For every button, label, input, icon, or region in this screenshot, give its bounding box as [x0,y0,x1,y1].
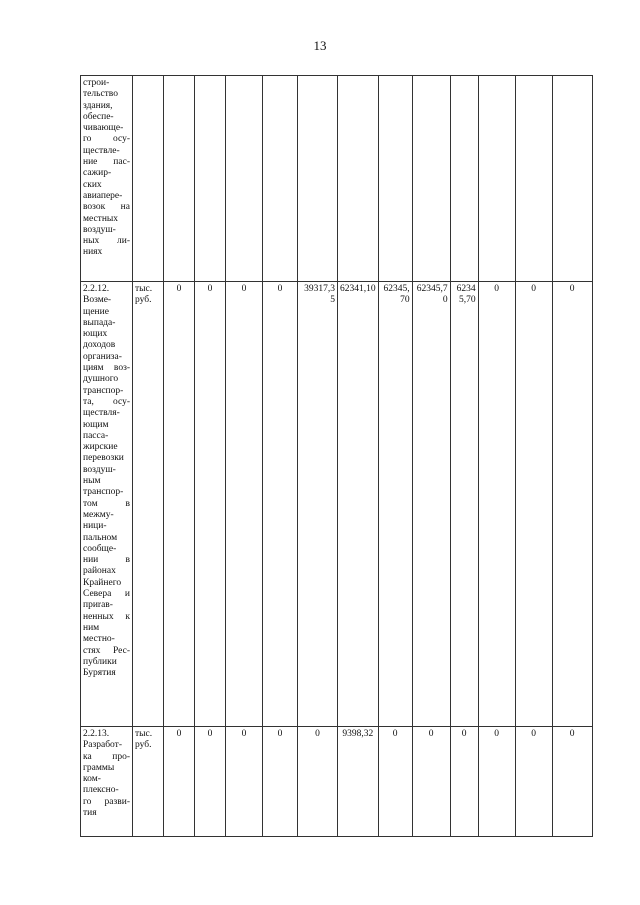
indicator-name-line: ным [83,476,101,487]
indicator-name-line: транспор- [83,487,124,498]
indicator-name-line: ним [83,622,100,633]
indicator-name-line: местных [83,213,119,224]
value-cell [298,727,338,837]
value-cell [378,727,412,837]
value-text: 0 [392,729,398,739]
indicator-name-line: строи- [83,78,110,88]
indicator-name-line: ком- [83,774,101,785]
indicator-name-line: нии в [83,555,130,566]
unit-line: руб. [135,740,152,751]
indicator-name-line: перевозки [83,453,124,464]
indicator-name-line: ющих [83,329,108,340]
value-text: 62341,10 [340,284,376,294]
indicator-name-line: го осу- [83,134,130,145]
value-text: 62345, [383,284,410,294]
value-text: 0 [277,284,283,294]
value-cell [195,727,226,837]
value-text: 0 [461,729,467,739]
indicator-name-line: тия [83,808,97,819]
indicator-name-line: авиапере- [83,190,123,201]
indicator-name-cell [81,76,133,282]
table-row [81,282,593,727]
indicator-name-line: публики [83,656,117,667]
table-row [81,76,593,282]
value-cell [195,76,226,282]
value-cell [478,727,515,837]
value-cell [164,76,195,282]
indicator-name-line: ществле- [83,145,120,156]
value-cell [478,282,515,727]
indicator-name-line: местно- [83,634,115,645]
value-text: 0 [176,284,182,294]
indicator-name-line: воздуш- [83,464,116,475]
value-cell [450,727,478,837]
indicator-name-line: организа- [83,351,122,362]
indicator-name-line: ка про- [83,751,130,762]
table-row [81,727,593,837]
value-text: 0 [207,729,213,739]
unit-cell [133,727,164,837]
indicator-name-line: щение [83,306,109,317]
indicator-name-line: ных ли- [83,236,130,247]
indicator-name-line: Бурятия [83,668,116,679]
indicator-name-line: ници- [83,521,107,532]
indicator-name-line: сажир- [83,168,112,179]
value-cell [338,282,379,727]
value-text: 70 [400,295,410,306]
indicator-name-line: ских [83,179,102,190]
indicator-name-line: обеспе- [83,111,114,122]
value-text: 9398,32 [342,729,374,739]
value-cell [226,282,263,727]
value-cell [515,727,552,837]
indicator-name-line: та, осу- [83,396,130,407]
value-text: 0 [494,284,499,294]
indicator-name-line: тельство [83,89,118,100]
value-cell [298,282,338,727]
indicator-name-line: жирские [83,442,118,453]
unit-line: тыс. [135,284,153,294]
value-text: 0 [315,729,320,739]
value-text: 0 [531,729,536,739]
value-cell [450,76,478,282]
value-cell [552,76,592,282]
indicator-name-line: сообще- [83,543,117,554]
indicator-name-line: ющим [83,419,109,430]
indicator-name-line: возок на [83,202,130,213]
indicator-name-line: том в [83,498,130,509]
value-cell [412,727,450,837]
value-text: 0 [277,729,283,739]
value-text: 0 [428,729,434,739]
indicator-name-line: циям воз- [83,363,130,374]
value-cell [263,76,298,282]
indicator-name-cell [81,282,133,727]
indicator-name-line: ние пас- [83,157,130,168]
indicator-name-line: стях Рес- [83,645,130,656]
unit-cell [133,282,164,727]
page-number: 13 [313,38,327,53]
indicator-name-line: Севера и [83,589,130,600]
value-cell [195,282,226,727]
value-text: 0 [531,284,536,294]
indicator-name-cell [81,727,133,837]
value-cell [378,76,412,282]
value-cell [552,282,592,727]
value-text: 0 [207,284,213,294]
budget-table [80,75,593,837]
value-text: 0 [176,729,182,739]
value-text: 0 [569,729,575,739]
indicator-name-line: го разви- [83,796,130,807]
indicator-name-line: межму- [83,509,114,520]
value-text: 0 [241,729,247,739]
value-cell [263,727,298,837]
indicator-name-line: Разработ- [83,740,122,751]
unit-cell [133,76,164,282]
unit-line: тыс. [135,729,153,739]
indicator-name-line: плексно- [83,785,119,796]
unit-line: руб. [135,295,152,306]
value-cell [338,76,379,282]
indicator-name-line: Возме- [83,295,112,306]
indicator-name-line: здания, [83,100,113,111]
indicator-name-line: районах [83,566,116,577]
indicator-name-line: доходов [83,340,116,351]
value-cell [226,727,263,837]
value-cell [164,282,195,727]
value-cell [164,727,195,837]
indicator-name-line: чивающе- [83,123,124,134]
value-text: 39317,3 [304,284,335,294]
value-cell [450,282,478,727]
indicator-name-line: транспор- [83,385,124,396]
value-cell [515,282,552,727]
indicator-name-line: приrав- [83,600,113,611]
value-cell [226,76,263,282]
value-cell [338,727,379,837]
value-text: 0 [442,295,448,306]
value-text: 6234 [456,284,476,294]
value-cell [412,282,450,727]
indicator-name-line: ненных к [83,611,130,622]
value-text: 0 [241,284,247,294]
value-cell [478,76,515,282]
value-cell [378,282,412,727]
value-text: 5,70 [459,295,476,306]
indicator-name-line: пальном [83,532,118,543]
value-cell [515,76,552,282]
value-cell [412,76,450,282]
value-cell [263,282,298,727]
indicator-name-line: 2.2.12. [83,284,110,294]
indicator-name-line: ществля- [83,408,120,419]
indicator-name-line: душного [83,374,119,385]
value-cell [552,727,592,837]
value-text: 0 [494,729,499,739]
value-cell [298,76,338,282]
indicator-name-line: воздуш- [83,224,116,235]
value-text: 5 [330,295,335,306]
indicator-name-line: граммы [83,762,115,773]
value-text: 0 [569,284,575,294]
value-text: 62345,7 [416,284,448,294]
indicator-name-line: ниях [83,247,103,258]
indicator-name-line: Крайнего [83,577,122,588]
indicator-name-line: пасса- [83,430,109,441]
indicator-name-line: выпада- [83,317,116,328]
indicator-name-line: 2.2.13. [83,729,110,739]
